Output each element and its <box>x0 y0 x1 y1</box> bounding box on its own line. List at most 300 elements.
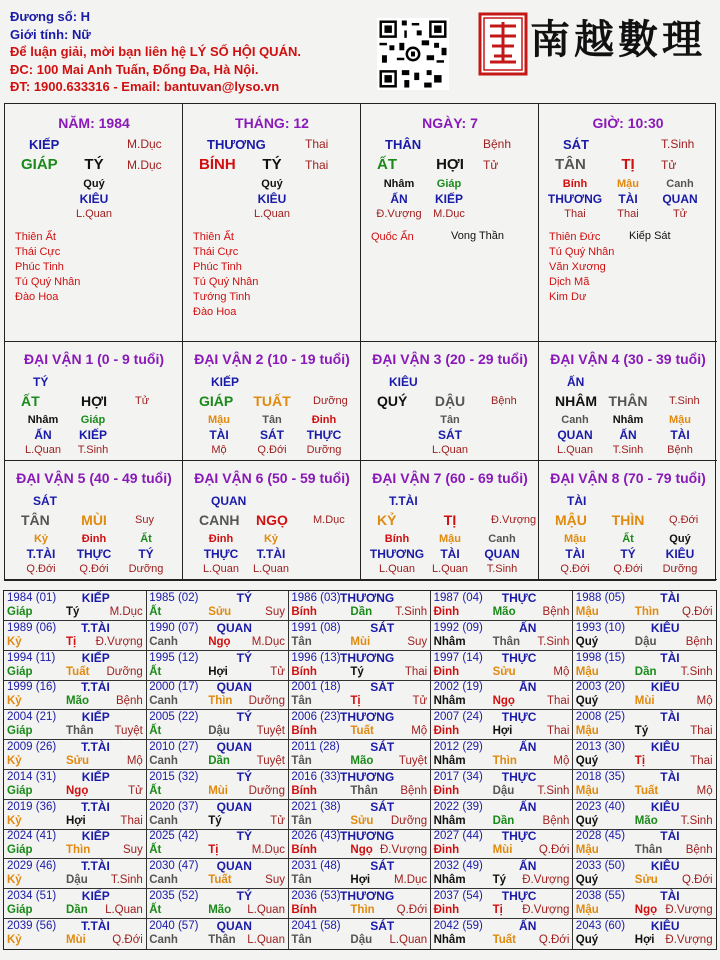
year-branch: Thân <box>492 635 521 648</box>
pillar-title: GIỜ: 10:30 <box>592 115 664 131</box>
year-label: 2001 (18) <box>291 681 341 694</box>
year-stem: Quý <box>575 814 599 827</box>
year-cell <box>4 651 147 681</box>
luck-branch: TỊ <box>443 512 457 528</box>
year-branch: Tuất <box>350 725 374 738</box>
luck-title: ĐẠI VẬN 1 (0 - 9 tuổi) <box>23 351 165 367</box>
year-cell <box>573 800 716 830</box>
star-item: Đào Hoa <box>193 306 237 318</box>
year-branch: Mùi <box>350 635 371 648</box>
star-item-right: Vong Thần <box>451 230 505 242</box>
hidden-state: Dưỡng <box>306 444 342 456</box>
year-god: T.TÀI <box>81 918 110 933</box>
year-stem: Canh <box>149 695 178 708</box>
hidden-state: Thai <box>617 208 639 220</box>
year-state: Đ.Vượng <box>379 844 428 857</box>
luck-state: Dưỡng <box>313 395 348 407</box>
luck-cell <box>5 342 183 461</box>
hidden-state: L.Quan <box>431 444 469 456</box>
year-state: Mộ <box>411 725 428 738</box>
year-stem: Kỷ <box>7 755 22 767</box>
year-state: Mộ <box>553 665 570 678</box>
hidden-stem: Kỷ <box>263 533 279 545</box>
year-label: 2000 (17) <box>149 681 199 694</box>
year-state: Q.Đới <box>112 933 143 946</box>
hidden-stem: Quý <box>261 178 283 190</box>
year-cell <box>146 651 289 681</box>
hidden-stem: Nhâm <box>27 414 59 426</box>
year-state: Dưỡng <box>248 695 285 708</box>
year-cell <box>4 591 147 621</box>
year-state: L.Quan <box>105 904 143 916</box>
luck-branch: HỢI <box>81 393 107 409</box>
year-branch: Tuất <box>634 784 659 797</box>
year-stem: Kỷ <box>7 933 22 946</box>
year-cell <box>288 829 431 859</box>
hidden-stem: Mậu <box>439 533 461 545</box>
year-state: Q.Đới <box>538 933 570 946</box>
year-label: 2017 (34) <box>433 770 483 783</box>
luck-state: Suy <box>135 514 154 526</box>
pillar-top-god: THÂN <box>385 137 422 152</box>
hidden-god: KIÊU <box>257 192 287 206</box>
year-label: 2035 (52) <box>149 890 199 902</box>
hidden-god: ẤN <box>34 428 52 442</box>
year-god: THỰC <box>501 829 537 844</box>
year-branch: Thân <box>208 933 236 946</box>
pillar-branch: TÝ <box>84 156 104 173</box>
hidden-state: L.Quan <box>202 563 240 575</box>
year-stem: Canh <box>149 755 178 767</box>
year-cell <box>573 919 716 949</box>
year-cell <box>4 859 147 889</box>
star-item: Phúc Tinh <box>15 261 64 273</box>
year-cell <box>573 740 716 770</box>
year-branch: Thìn <box>492 755 517 767</box>
year-state: Mộ <box>696 784 713 797</box>
pillar-top-state: Thai <box>305 137 329 151</box>
year-god: TÀI <box>660 710 680 725</box>
luck-state: Q.Đới <box>669 514 699 526</box>
year-state: Thai <box>404 665 428 678</box>
year-cell <box>4 680 147 710</box>
year-cell <box>288 710 431 740</box>
star-item: Quốc Ấn <box>371 231 414 243</box>
year-label: 2022 (39) <box>433 800 483 813</box>
year-label: 2038 (55) <box>575 890 626 902</box>
year-branch: Hợi <box>350 874 371 887</box>
year-cell <box>431 651 574 681</box>
year-stem: Quý <box>575 755 599 767</box>
year-cell <box>146 800 289 830</box>
year-cell <box>4 740 147 770</box>
hidden-state: Dưỡng <box>662 563 698 575</box>
year-cell <box>146 770 289 800</box>
year-god: TÀI <box>660 829 680 844</box>
year-label: 2025 (42) <box>149 830 199 843</box>
year-cell <box>288 591 431 621</box>
year-cell <box>288 621 431 651</box>
year-stem: Nhâm <box>433 695 466 708</box>
year-stem: Tân <box>291 874 312 887</box>
year-stem: Quý <box>575 874 599 887</box>
star-item: Thiên Ất <box>193 231 234 243</box>
year-god: THƯƠNG <box>340 650 395 665</box>
year-state: Mộ <box>553 755 570 767</box>
luck-cell <box>183 342 361 461</box>
hidden-god: TÀI <box>209 428 229 442</box>
year-stem: Mậu <box>575 904 599 916</box>
year-branch: Hợi <box>634 933 655 946</box>
year-cell <box>573 680 716 710</box>
owner-name: Đương số: H <box>10 9 91 24</box>
year-state: Bệnh <box>542 814 570 827</box>
year-stem: Canh <box>149 933 178 946</box>
luck-branch: THÌN <box>611 512 645 528</box>
year-god: ẤN <box>519 620 537 635</box>
year-god: THỰC <box>501 650 537 665</box>
hidden-god: TÀI <box>440 547 460 561</box>
star-item: Thái Cực <box>15 246 61 258</box>
year-branch: Hợi <box>66 814 86 827</box>
year-label: 1997 (14) <box>433 651 483 664</box>
hidden-god: SÁT <box>438 428 462 442</box>
year-state: Tuyệt <box>256 755 285 767</box>
year-cell <box>288 800 431 830</box>
hidden-state: L.Quan <box>378 563 416 575</box>
year-god: TÝ <box>236 769 252 784</box>
year-cell <box>573 859 716 889</box>
hidden-state: L.Quan <box>24 444 62 456</box>
year-stem: Kỷ <box>7 695 22 708</box>
year-state: Dưỡng <box>106 665 143 678</box>
year-label: 1989 (06) <box>7 621 57 634</box>
year-branch: Tuất <box>66 665 90 678</box>
year-branch: Thìn <box>66 844 91 857</box>
year-cell <box>146 591 289 621</box>
year-label: 1998 (15) <box>575 651 626 664</box>
year-label: 2024 (41) <box>7 830 57 843</box>
year-label: 2010 (27) <box>149 741 199 753</box>
year-god: QUAN <box>216 799 252 814</box>
year-god: KIẾP <box>81 769 110 784</box>
year-branch: Thân <box>350 784 378 797</box>
luck-god: TÝ <box>33 375 49 389</box>
year-cell <box>431 919 574 949</box>
year-god: TÀI <box>660 889 680 903</box>
luck-stem: TÂN <box>21 512 50 528</box>
luck-title: ĐẠI VẬN 8 (70 - 79 tuổi) <box>550 470 706 486</box>
hidden-stem: Đinh <box>81 533 107 545</box>
year-branch: Dần <box>492 814 515 827</box>
luck-god: SÁT <box>33 494 57 508</box>
year-label: 1987 (04) <box>433 592 483 604</box>
luck-stem: QUÝ <box>377 393 408 409</box>
pillar-stem: ẤT <box>377 156 397 173</box>
year-state: Dưỡng <box>248 784 285 797</box>
year-god: SÁT <box>370 680 395 695</box>
year-label: 2012 (29) <box>433 741 483 753</box>
hidden-state: Q.Đới <box>257 444 287 456</box>
year-label: 1991 (08) <box>291 621 341 634</box>
year-branch: Ngọ <box>492 695 515 708</box>
year-stem: Giáp <box>7 784 33 797</box>
year-cell <box>573 621 716 651</box>
hidden-state: Q.Đới <box>560 563 590 575</box>
red-seal-icon <box>478 12 528 76</box>
year-cell <box>4 621 147 651</box>
hidden-state: T.Sinh <box>486 563 518 575</box>
year-stem: Bính <box>291 784 317 797</box>
year-god: KIÊU <box>650 918 680 933</box>
year-state: L.Quan <box>389 933 428 946</box>
hidden-stem: Nhâm <box>612 414 644 426</box>
year-branch: Tị <box>492 904 503 916</box>
year-cell <box>573 651 716 681</box>
year-branch: Mão <box>208 904 232 916</box>
year-stem: Mậu <box>575 606 599 618</box>
year-god: KIÊU <box>650 799 680 814</box>
year-god: KIẾP <box>81 591 110 605</box>
luck-state: Tử <box>135 395 150 407</box>
luck-god: TÀI <box>567 494 587 508</box>
hidden-state: M.Dục <box>433 208 465 220</box>
year-state: Mộ <box>126 755 143 767</box>
year-stem: Tân <box>291 933 312 946</box>
year-label: 1993 (10) <box>575 621 626 634</box>
hidden-god: TÀI <box>565 547 585 561</box>
year-label: 1990 (07) <box>149 621 199 634</box>
year-branch: Sửu <box>66 755 90 767</box>
year-stem: Ất <box>149 725 162 738</box>
year-god: TÀI <box>660 769 680 784</box>
year-cell <box>431 680 574 710</box>
hidden-state: Q.Đới <box>79 563 109 575</box>
star-item: Tú Quý Nhân <box>15 276 81 288</box>
year-stem: Tân <box>291 755 312 767</box>
year-god: THỰC <box>501 710 537 725</box>
year-cell <box>431 800 574 830</box>
hidden-stem: Đinh <box>208 533 234 545</box>
hidden-god: THỰC <box>203 547 239 561</box>
hidden-stem: Mậu <box>617 178 639 190</box>
year-stem: Đinh <box>433 725 460 738</box>
year-state: Suy <box>407 635 428 648</box>
luck-state: Đ.Vượng <box>491 514 537 526</box>
hidden-god: T.TÀI <box>26 547 56 561</box>
year-label: 1994 (11) <box>7 651 56 664</box>
year-cell <box>146 919 289 949</box>
year-stem: Tân <box>291 635 312 648</box>
year-stem: Quý <box>575 695 599 708</box>
hidden-state: L.Quan <box>431 563 469 575</box>
hidden-stem: Bính <box>384 533 410 545</box>
year-label: 2030 (47) <box>149 860 199 873</box>
year-label: 2026 (43) <box>291 830 341 843</box>
hidden-stem: Canh <box>666 178 694 190</box>
year-cell <box>431 859 574 889</box>
year-god: KIẾP <box>81 650 110 665</box>
year-cell <box>573 889 716 919</box>
year-god: T.TÀI <box>81 740 110 754</box>
hidden-stem: Mậu <box>564 533 586 545</box>
luck-branch: DẬU <box>434 393 466 409</box>
year-state: Q.Đới <box>396 904 428 916</box>
year-label: 2020 (37) <box>149 800 199 813</box>
year-label: 2003 (20) <box>575 681 626 694</box>
year-branch: Ngọ <box>634 904 658 916</box>
luck-title: ĐẠI VẬN 2 (10 - 19 tuổi) <box>194 351 350 367</box>
pillar-branch: TỊ <box>621 156 635 173</box>
year-label: 2011 (28) <box>291 741 340 753</box>
pillar-top-god: SÁT <box>563 137 589 152</box>
pillar-title: NGÀY: 7 <box>422 115 478 131</box>
year-cell <box>288 919 431 949</box>
year-god: TÝ <box>236 650 252 665</box>
year-label: 1985 (02) <box>149 592 199 604</box>
year-state: Tử <box>128 784 143 797</box>
year-label: 2039 (56) <box>7 919 57 932</box>
pillar-cell <box>361 104 539 342</box>
year-label: 2014 (31) <box>7 770 57 783</box>
year-god: THỰC <box>501 591 537 605</box>
year-god: QUAN <box>216 680 252 695</box>
year-branch: Tị <box>634 755 646 767</box>
year-god: TÀI <box>660 591 680 605</box>
year-label: 1986 (03) <box>291 592 341 604</box>
year-state: Tuyệt <box>114 725 143 738</box>
hidden-stem: Tân <box>440 414 460 426</box>
year-state: L.Quan <box>247 904 285 916</box>
year-branch: Dậu <box>634 635 657 648</box>
year-branch: Tị <box>66 635 77 648</box>
year-label: 2002 (19) <box>433 681 483 694</box>
year-stem: Ất <box>149 606 162 618</box>
year-label: 2008 (25) <box>575 711 626 724</box>
year-label: 2036 (53) <box>291 890 341 902</box>
year-stem: Nhâm <box>433 635 466 648</box>
hidden-state: Q.Đới <box>26 563 56 575</box>
pillar-stem-state: Tử <box>483 158 499 172</box>
pillar-title: THÁNG: 12 <box>235 115 309 131</box>
luck-title: ĐẠI VẬN 5 (40 - 49 tuổi) <box>16 470 172 486</box>
year-state: T.Sinh <box>680 665 713 678</box>
year-state: Bệnh <box>115 695 143 708</box>
star-item: Dịch Mã <box>549 276 590 288</box>
year-label: 2005 (22) <box>149 711 199 724</box>
year-branch: Thìn <box>350 904 375 916</box>
hidden-state: Đ.Vượng <box>376 208 422 220</box>
pillar-stem-state: M.Dục <box>127 158 162 172</box>
year-branch: Dậu <box>208 725 230 738</box>
star-item: Tướng Tinh <box>193 291 251 303</box>
pillar-branch: TÝ <box>262 156 282 173</box>
year-grid <box>3 590 717 950</box>
year-label: 1984 (01) <box>7 592 57 604</box>
year-branch: Sửu <box>350 814 374 827</box>
year-god: KIÊU <box>650 680 680 695</box>
year-cell <box>146 740 289 770</box>
year-state: Đ.Vượng <box>665 904 713 916</box>
hidden-state: L.Quan <box>253 208 291 220</box>
year-god: QUAN <box>216 740 252 754</box>
year-god: KIẾP <box>81 710 110 725</box>
header-info <box>10 8 301 96</box>
year-stem: Ất <box>149 904 162 916</box>
hidden-state: L.Quan <box>556 444 594 456</box>
year-label: 2015 (32) <box>149 770 199 783</box>
hidden-god: TÝ <box>138 547 154 561</box>
luck-cell <box>361 342 539 461</box>
luck-branch: NGỌ <box>256 512 288 528</box>
year-label: 2041 (58) <box>291 919 341 932</box>
pillar-cell <box>5 104 183 342</box>
year-state: M.Dục <box>109 606 143 618</box>
year-god: T.TÀI <box>81 799 110 814</box>
hidden-state: Mộ <box>211 444 227 456</box>
year-branch: Ngọ <box>66 784 89 797</box>
year-god: KIẾP <box>81 829 110 844</box>
year-stem: Kỷ <box>7 874 22 887</box>
luck-stem: ẤT <box>21 393 40 409</box>
year-state: M.Dục <box>251 844 285 857</box>
hidden-god: THỰC <box>76 547 112 561</box>
year-state: Suy <box>122 844 143 857</box>
year-state: M.Dục <box>251 635 285 648</box>
year-cell <box>431 889 574 919</box>
year-label: 1992 (09) <box>433 621 483 634</box>
year-god: ẤN <box>519 680 537 695</box>
star-item: Văn Xương <box>549 261 606 273</box>
year-god: KIÊU <box>650 859 680 874</box>
hidden-god: ẤN <box>619 428 637 442</box>
year-state: Bệnh <box>400 784 428 797</box>
logo-calligraphy: 南越數理 <box>530 16 706 63</box>
year-label: 2021 (38) <box>291 800 341 813</box>
hidden-stem: Bính <box>562 178 588 190</box>
year-branch: Thân <box>634 844 663 857</box>
year-god: SÁT <box>370 740 395 754</box>
luck-title: ĐẠI VẬN 3 (20 - 29 tuổi) <box>372 351 528 367</box>
year-stem: Canh <box>149 635 178 648</box>
hidden-stem: Quý <box>669 533 691 545</box>
year-cell <box>4 800 147 830</box>
year-stem: Canh <box>149 874 178 887</box>
year-stem: Nhâm <box>433 755 466 767</box>
year-label: 2027 (44) <box>433 830 483 843</box>
hidden-god: ẤN <box>390 192 408 206</box>
year-cell <box>288 651 431 681</box>
hidden-god: THƯƠNG <box>369 547 425 561</box>
year-stem: Nhâm <box>433 874 466 887</box>
year-branch: Tý <box>208 814 222 827</box>
year-label: 2032 (49) <box>433 860 483 873</box>
year-stem: Kỷ <box>7 635 22 648</box>
luck-branch: TUẤT <box>253 393 291 409</box>
pillar-top-state: T.Sinh <box>661 137 695 151</box>
year-label: 1995 (12) <box>149 651 199 664</box>
year-branch: Tuất <box>208 874 232 887</box>
year-branch: Sửu <box>634 874 658 887</box>
year-god: THƯƠNG <box>340 769 395 784</box>
year-stem: Bính <box>291 606 317 618</box>
year-state: T.Sinh <box>680 814 713 827</box>
year-label: 2040 (57) <box>149 919 199 932</box>
year-stem: Giáp <box>7 725 33 738</box>
luck-branch: THÂN <box>608 393 648 409</box>
pillar-stem-state: Thai <box>305 158 329 172</box>
year-state: T.Sinh <box>537 784 570 797</box>
